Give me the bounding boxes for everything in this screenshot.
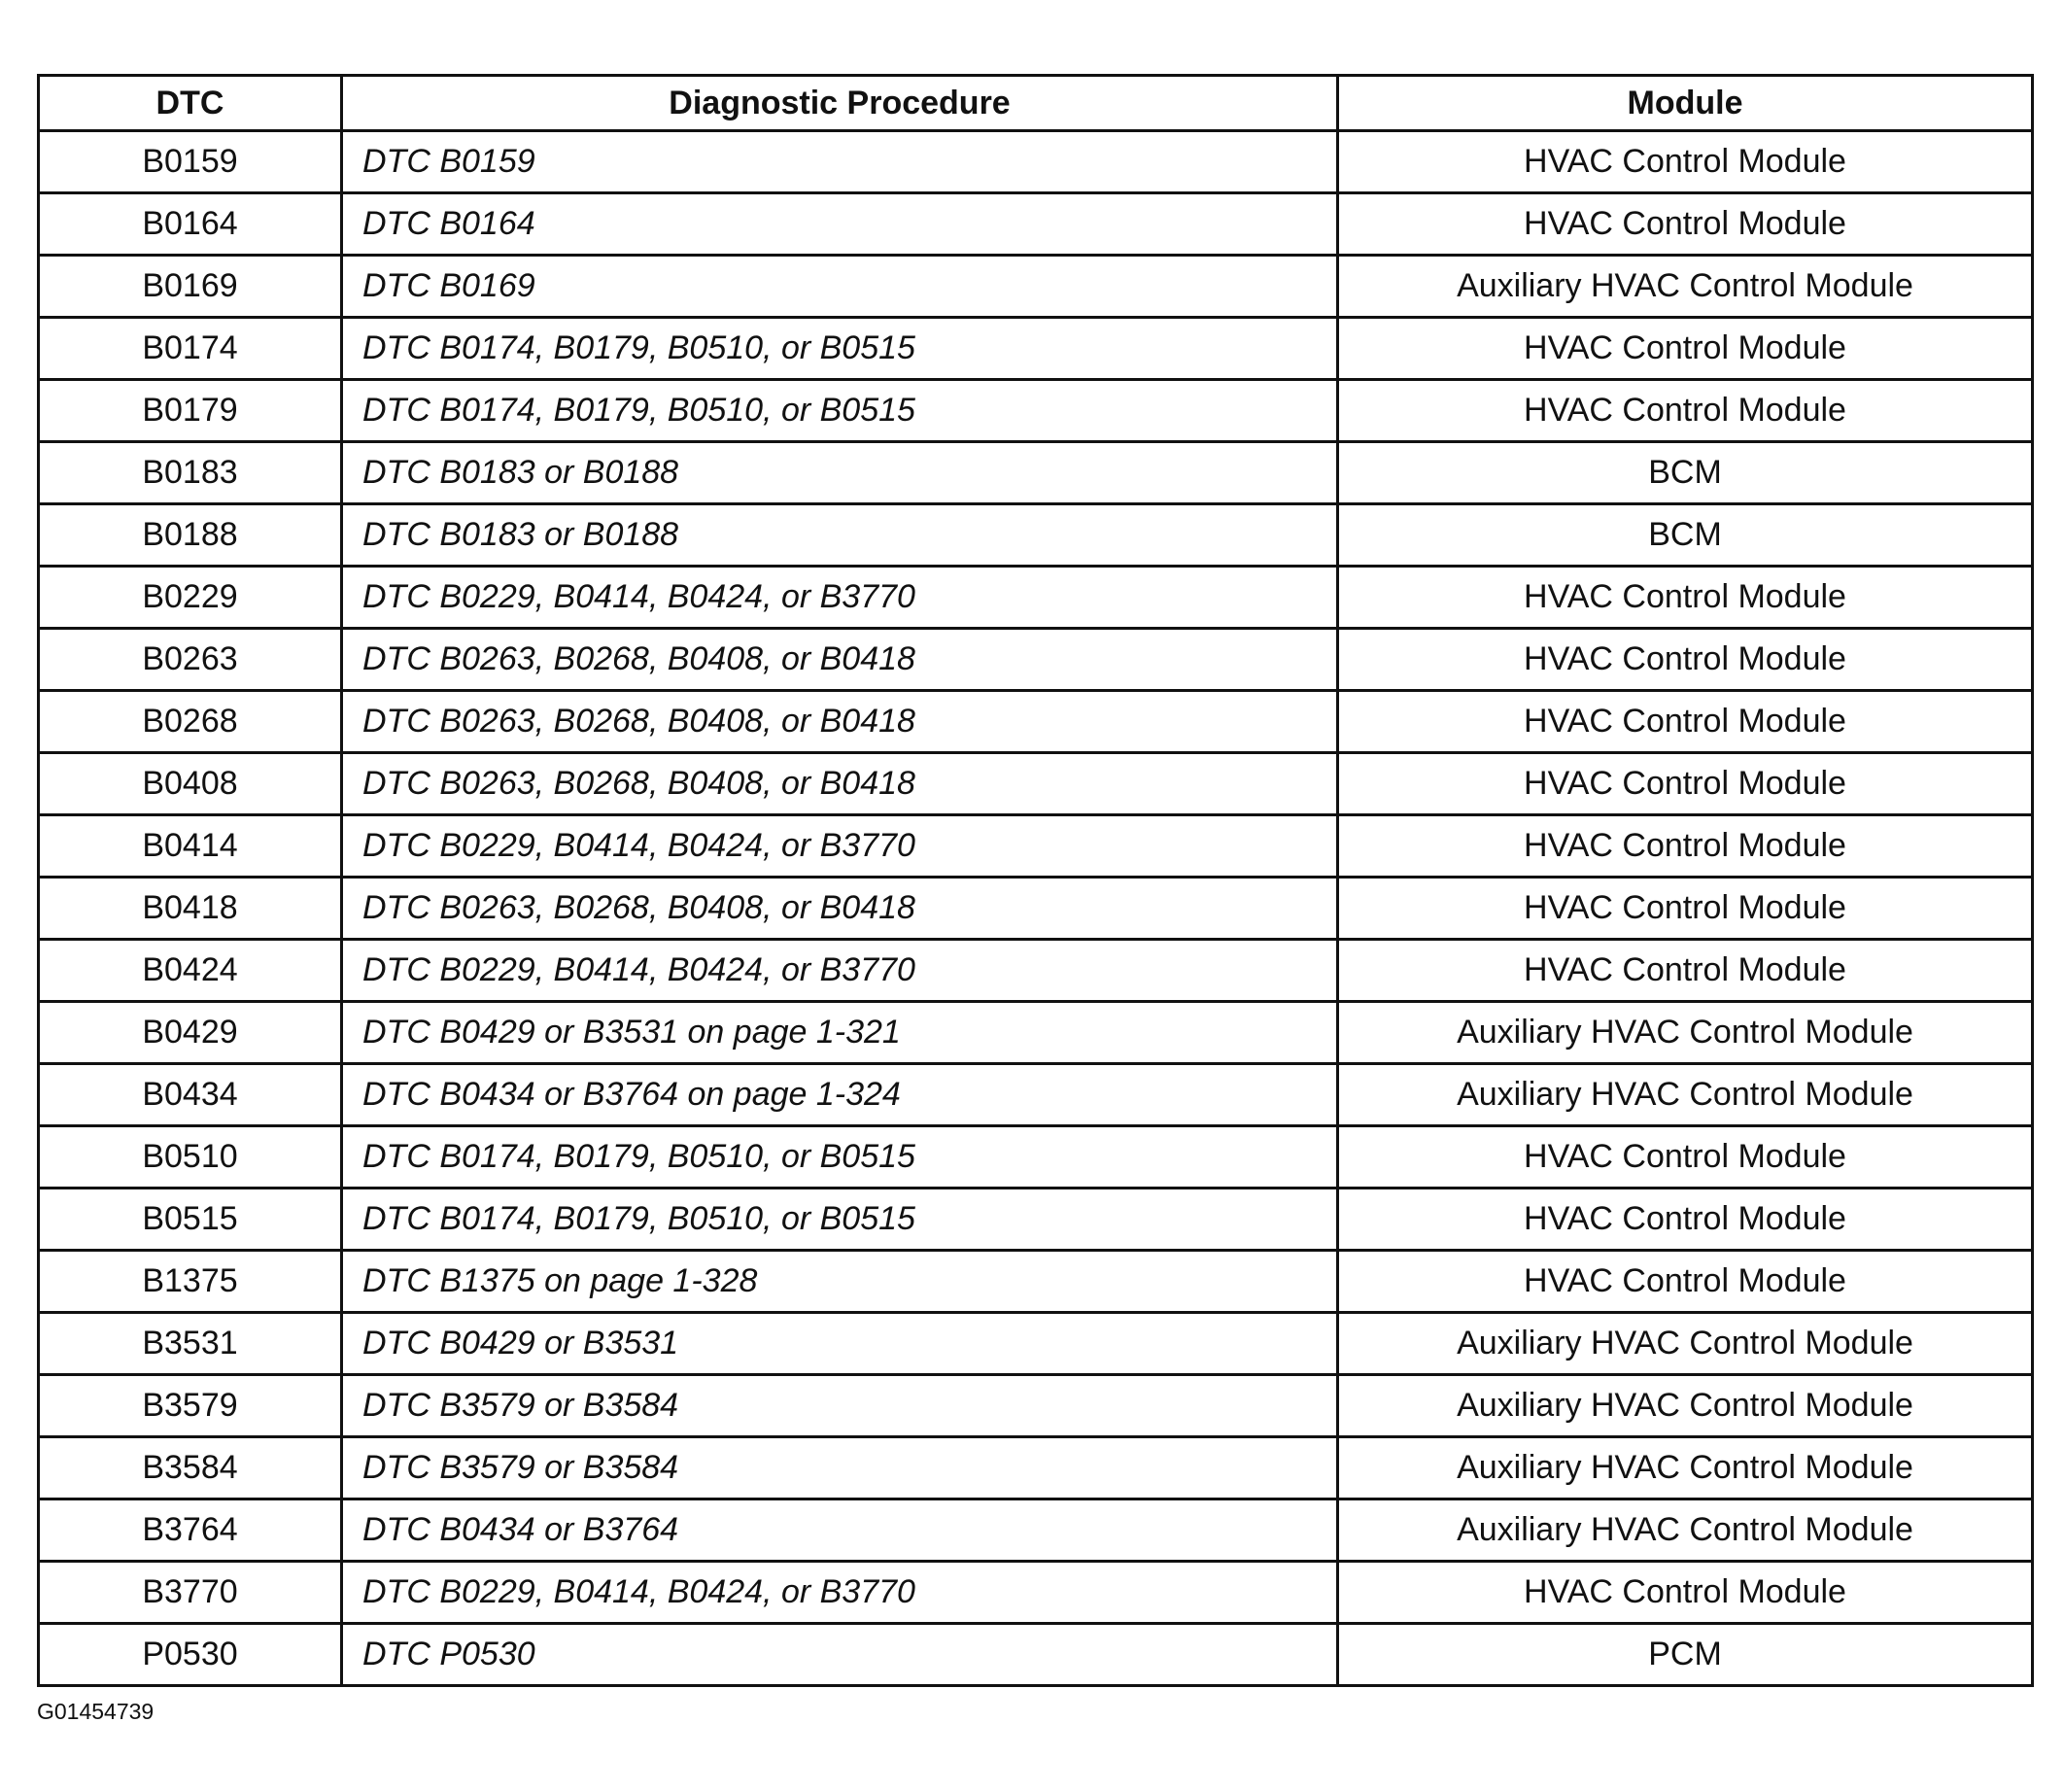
dtc-code-cell: B0510 [39,1126,342,1189]
diagnostic-procedure-cell: DTC B0174, B0179, B0510, or B0515 [342,380,1338,442]
diagnostic-procedure-cell: DTC B0263, B0268, B0408, or B0418 [342,629,1338,691]
dtc-code-cell: B0183 [39,442,342,504]
diagnostic-procedure-cell: DTC B0174, B0179, B0510, or B0515 [342,318,1338,380]
module-cell: BCM [1338,504,2033,567]
module-cell: PCM [1338,1624,2033,1686]
table-row [39,878,2033,940]
module-cell: HVAC Control Module [1338,691,2033,753]
module-cell: HVAC Control Module [1338,815,2033,878]
header-module: Module [1338,76,2033,131]
module-cell: HVAC Control Module [1338,1251,2033,1313]
module-cell: HVAC Control Module [1338,1189,2033,1251]
dtc-code-cell: B0414 [39,815,342,878]
table-row [39,815,2033,878]
diagnostic-procedure-cell: DTC B0263, B0268, B0408, or B0418 [342,878,1338,940]
module-cell: Auxiliary HVAC Control Module [1338,1064,2033,1126]
module-cell: HVAC Control Module [1338,1126,2033,1189]
diagnostic-procedure-cell: DTC B0429 or B3531 on page 1-321 [342,1002,1338,1064]
figure-id: G01454739 [37,1699,155,1724]
table-row [39,691,2033,753]
table-row [39,1437,2033,1499]
dtc-code-cell: B0408 [39,753,342,815]
dtc-code-cell: B1375 [39,1251,342,1313]
dtc-code-cell: B0424 [39,940,342,1002]
diagnostic-procedure-cell: DTC B0263, B0268, B0408, or B0418 [342,691,1338,753]
table-row [39,753,2033,815]
diagnostic-procedure-cell: DTC B0434 or B3764 [342,1499,1338,1562]
table-row [39,629,2033,691]
diagnostic-procedure-cell: DTC B0174, B0179, B0510, or B0515 [342,1126,1338,1189]
diagnostic-procedure-cell: DTC B0174, B0179, B0510, or B0515 [342,1189,1338,1251]
table-row [39,193,2033,256]
diagnostic-procedure-cell: DTC B0169 [342,256,1338,318]
dtc-code-cell: B0188 [39,504,342,567]
module-cell: HVAC Control Module [1338,380,2033,442]
diagnostic-procedure-cell: DTC B0164 [342,193,1338,256]
diagnostic-procedure-cell: DTC B0159 [342,131,1338,193]
table-row [39,256,2033,318]
dtc-code-cell: B0263 [39,629,342,691]
table-row [39,131,2033,193]
table-row [39,504,2033,567]
table-row [39,442,2033,504]
header-diagnostic-procedure: Diagnostic Procedure [342,76,1338,131]
table-header [39,76,2033,131]
dtc-code-cell: B3764 [39,1499,342,1562]
module-cell: HVAC Control Module [1338,753,2033,815]
dtc-code-cell: B0429 [39,1002,342,1064]
module-cell: Auxiliary HVAC Control Module [1338,1437,2033,1499]
dtc-code-cell: B0434 [39,1064,342,1126]
dtc-code-cell: B3579 [39,1375,342,1437]
module-cell: Auxiliary HVAC Control Module [1338,1375,2033,1437]
module-cell: HVAC Control Module [1338,629,2033,691]
table-row [39,567,2033,629]
module-cell: HVAC Control Module [1338,878,2033,940]
module-cell: BCM [1338,442,2033,504]
table-row [39,1624,2033,1686]
module-cell: Auxiliary HVAC Control Module [1338,256,2033,318]
table-row [39,1251,2033,1313]
table-row [39,1375,2033,1437]
table-row [39,1499,2033,1562]
table-body [39,131,2033,1686]
diagnostic-procedure-cell: DTC B0229, B0414, B0424, or B3770 [342,940,1338,1002]
dtc-code-cell: B3531 [39,1313,342,1375]
diagnostic-procedure-cell: DTC B0429 or B3531 [342,1313,1338,1375]
dtc-code-cell: B3584 [39,1437,342,1499]
header-row [39,76,2033,131]
dtc-code-cell: P0530 [39,1624,342,1686]
table-row [39,1002,2033,1064]
table-row [39,1562,2033,1624]
dtc-code-cell: B0169 [39,256,342,318]
module-cell: HVAC Control Module [1338,318,2033,380]
table-row [39,1189,2033,1251]
dtc-code-cell: B3770 [39,1562,342,1624]
dtc-table [37,74,2034,1687]
table-row [39,1064,2033,1126]
module-cell: Auxiliary HVAC Control Module [1338,1313,2033,1375]
table-row [39,940,2033,1002]
diagnostic-procedure-cell: DTC P0530 [342,1624,1338,1686]
module-cell: Auxiliary HVAC Control Module [1338,1499,2033,1562]
dtc-code-cell: B0418 [39,878,342,940]
diagnostic-procedure-cell: DTC B0434 or B3764 on page 1-324 [342,1064,1338,1126]
dtc-code-cell: B0159 [39,131,342,193]
dtc-code-cell: B0268 [39,691,342,753]
diagnostic-procedure-cell: DTC B0183 or B0188 [342,504,1338,567]
header-dtc: DTC [39,76,342,131]
table-row [39,318,2033,380]
diagnostic-procedure-cell: DTC B1375 on page 1-328 [342,1251,1338,1313]
table-row [39,1313,2033,1375]
module-cell: HVAC Control Module [1338,1562,2033,1624]
diagnostic-procedure-cell: DTC B0263, B0268, B0408, or B0418 [342,753,1338,815]
dtc-code-cell: B0515 [39,1189,342,1251]
module-cell: Auxiliary HVAC Control Module [1338,1002,2033,1064]
table-row [39,1126,2033,1189]
dtc-code-cell: B0174 [39,318,342,380]
dtc-code-cell: B0164 [39,193,342,256]
dtc-code-cell: B0229 [39,567,342,629]
module-cell: HVAC Control Module [1338,940,2033,1002]
diagnostic-procedure-cell: DTC B0229, B0414, B0424, or B3770 [342,1562,1338,1624]
module-cell: HVAC Control Module [1338,131,2033,193]
diagnostic-procedure-cell: DTC B3579 or B3584 [342,1375,1338,1437]
diagnostic-procedure-cell: DTC B0229, B0414, B0424, or B3770 [342,567,1338,629]
diagnostic-procedure-cell: DTC B0229, B0414, B0424, or B3770 [342,815,1338,878]
diagnostic-procedure-cell: DTC B3579 or B3584 [342,1437,1338,1499]
dtc-code-cell: B0179 [39,380,342,442]
module-cell: HVAC Control Module [1338,567,2033,629]
table-row [39,380,2033,442]
diagnostic-procedure-cell: DTC B0183 or B0188 [342,442,1338,504]
module-cell: HVAC Control Module [1338,193,2033,256]
